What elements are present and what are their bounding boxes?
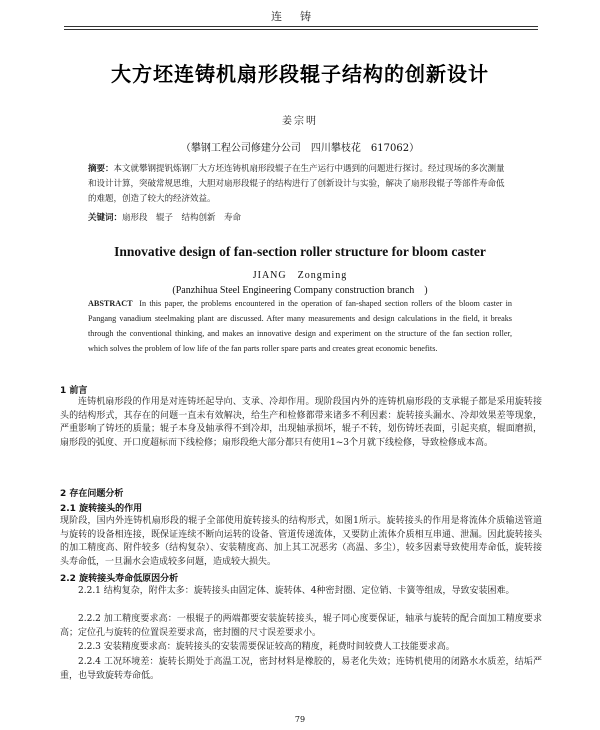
author-affiliation: （攀钢工程公司修建分公司 四川攀枝花 617062）	[180, 143, 420, 154]
paper-title-english: Innovative design of fan-section roller structure for bloom caster	[114, 244, 486, 259]
abstract-chinese-text: 本文就攀钢提钒炼钢厂大方坯连铸机扇形段辊子在生产运行中遇到的问题进行探讨。经过现场的多次测量和设计计算，突破常规思维，大胆对扇形段辊子的结构进行了创新设计与实验，解决了扇形段辊子等部件寿命低的难题，创造了较大的经济效益。	[88, 164, 505, 204]
page-number: 79	[294, 715, 306, 724]
author-name: 姜宗明	[282, 116, 318, 127]
paragraph-2-2-2: 2.2.2 加工精度要求高：一根辊子的两端都要安装旋转接头，辊子同心度要保证，轴承与旋转的配合面加工精度要求高；定位孔与旋转的位置误差要求高，密封圈的尺寸误差要求小。	[60, 614, 542, 638]
author-name-english: JIANG Zongming	[252, 270, 348, 281]
keywords-chinese-text: 扇形段 辊子 结构创新 寿命	[122, 213, 242, 223]
abstract-english-label: ABSTRACT	[88, 299, 133, 308]
header-rule-top	[64, 26, 538, 27]
subsection-2-1-paragraph: 现阶段，国内外连铸机扇形段的辊子全部使用旋转接头的结构形式，如图1所示。旋转接头的作用是将流体介质输送管道与旋转的设备相连接，既保证连续不断向运转的设备、管道传递流体，又要防止流体介质相互串通、泄漏。因此旋转接头的加工精度高、附件较多（结构复杂）、安装精度高、加上其工况恶劣（高温、多尘），较多因素导致使用寿命低，旋转接头寿命低，一旦漏水会造成较多问题，造成较大损失。	[60, 516, 542, 567]
section-2-heading: 2 存在问题分析	[60, 489, 124, 499]
author-affiliation-english: (Panzhihua Steel Engineering Company construction branch )	[172, 285, 428, 296]
abstract-chinese-label: 摘要：	[88, 164, 114, 174]
keywords-chinese-label: 关键词：	[88, 213, 123, 223]
subsection-2-2-heading: 2.2 旋转接头寿命低原因分析	[60, 574, 179, 584]
section-1-heading: 1 前言	[60, 386, 88, 396]
paragraph-2-2-3: 2.2.3 安装精度要求高：旋转接头的安装需要保证较高的精度，耗费时间较费人工技能要求高。	[78, 642, 455, 652]
abstract-chinese	[88, 162, 512, 207]
abstract-english	[88, 296, 512, 356]
abstract-english-text: In this paper, the problems encountered in the operation of fan-shaped section rollers of the bloom caster in Pangang vanadium steelmaking plant are discussed. After many measurements and design calculations in the field, it breaks through the conventional thinking, and makes an innovative design and experiment on the structure of the fan section roller, which solves the problem of low life of the fan parts roller spare parts and creates great economic benefits.	[88, 299, 513, 353]
running-header: 连铸	[271, 10, 329, 23]
subsection-2-1-heading: 2.1 旋转接头的作用	[60, 504, 143, 514]
header-rule-bottom	[64, 29, 538, 30]
paragraph-2-2-1: 2.2.1 结构复杂，附件太多：旋转接头由固定体、旋转体、4种密封圈、定位销、卡簧等组成，导致安装困难。	[78, 586, 515, 596]
paragraph-2-2-4: 2.2.4 工况环境差：旋转长期处于高温工况，密封材料是橡胶的，易老化失效；连铸机使用的闭路水水质差，结垢严重，也导致旋转寿命低。	[60, 657, 542, 681]
section-1-paragraph: 连铸机扇形段的作用是对连铸坯起导向、支承、冷却作用。现阶段国内外的连铸机扇形段的支承辊子都是采用旋转接头的结构形式，其存在的问题一直未有效解决，给生产和检修都带来诸多不利因素：旋转接头漏水、冷却效果差等现象，严重影响了铸坯的质量；辊子本身及轴承得不到冷却，出现轴承损坏，辊子不转，划伤铸坯表面，引起夹痕，辊面磨损，扇形段的弧度、开口度超标而下线检修；扇形段绝大部分都只有使用1~3个月就下线检修，导致检修成本高。	[60, 397, 542, 448]
keywords-chinese	[88, 211, 512, 223]
paper-title: 大方坯连铸机扇形段辊子结构的创新设计	[111, 62, 489, 86]
